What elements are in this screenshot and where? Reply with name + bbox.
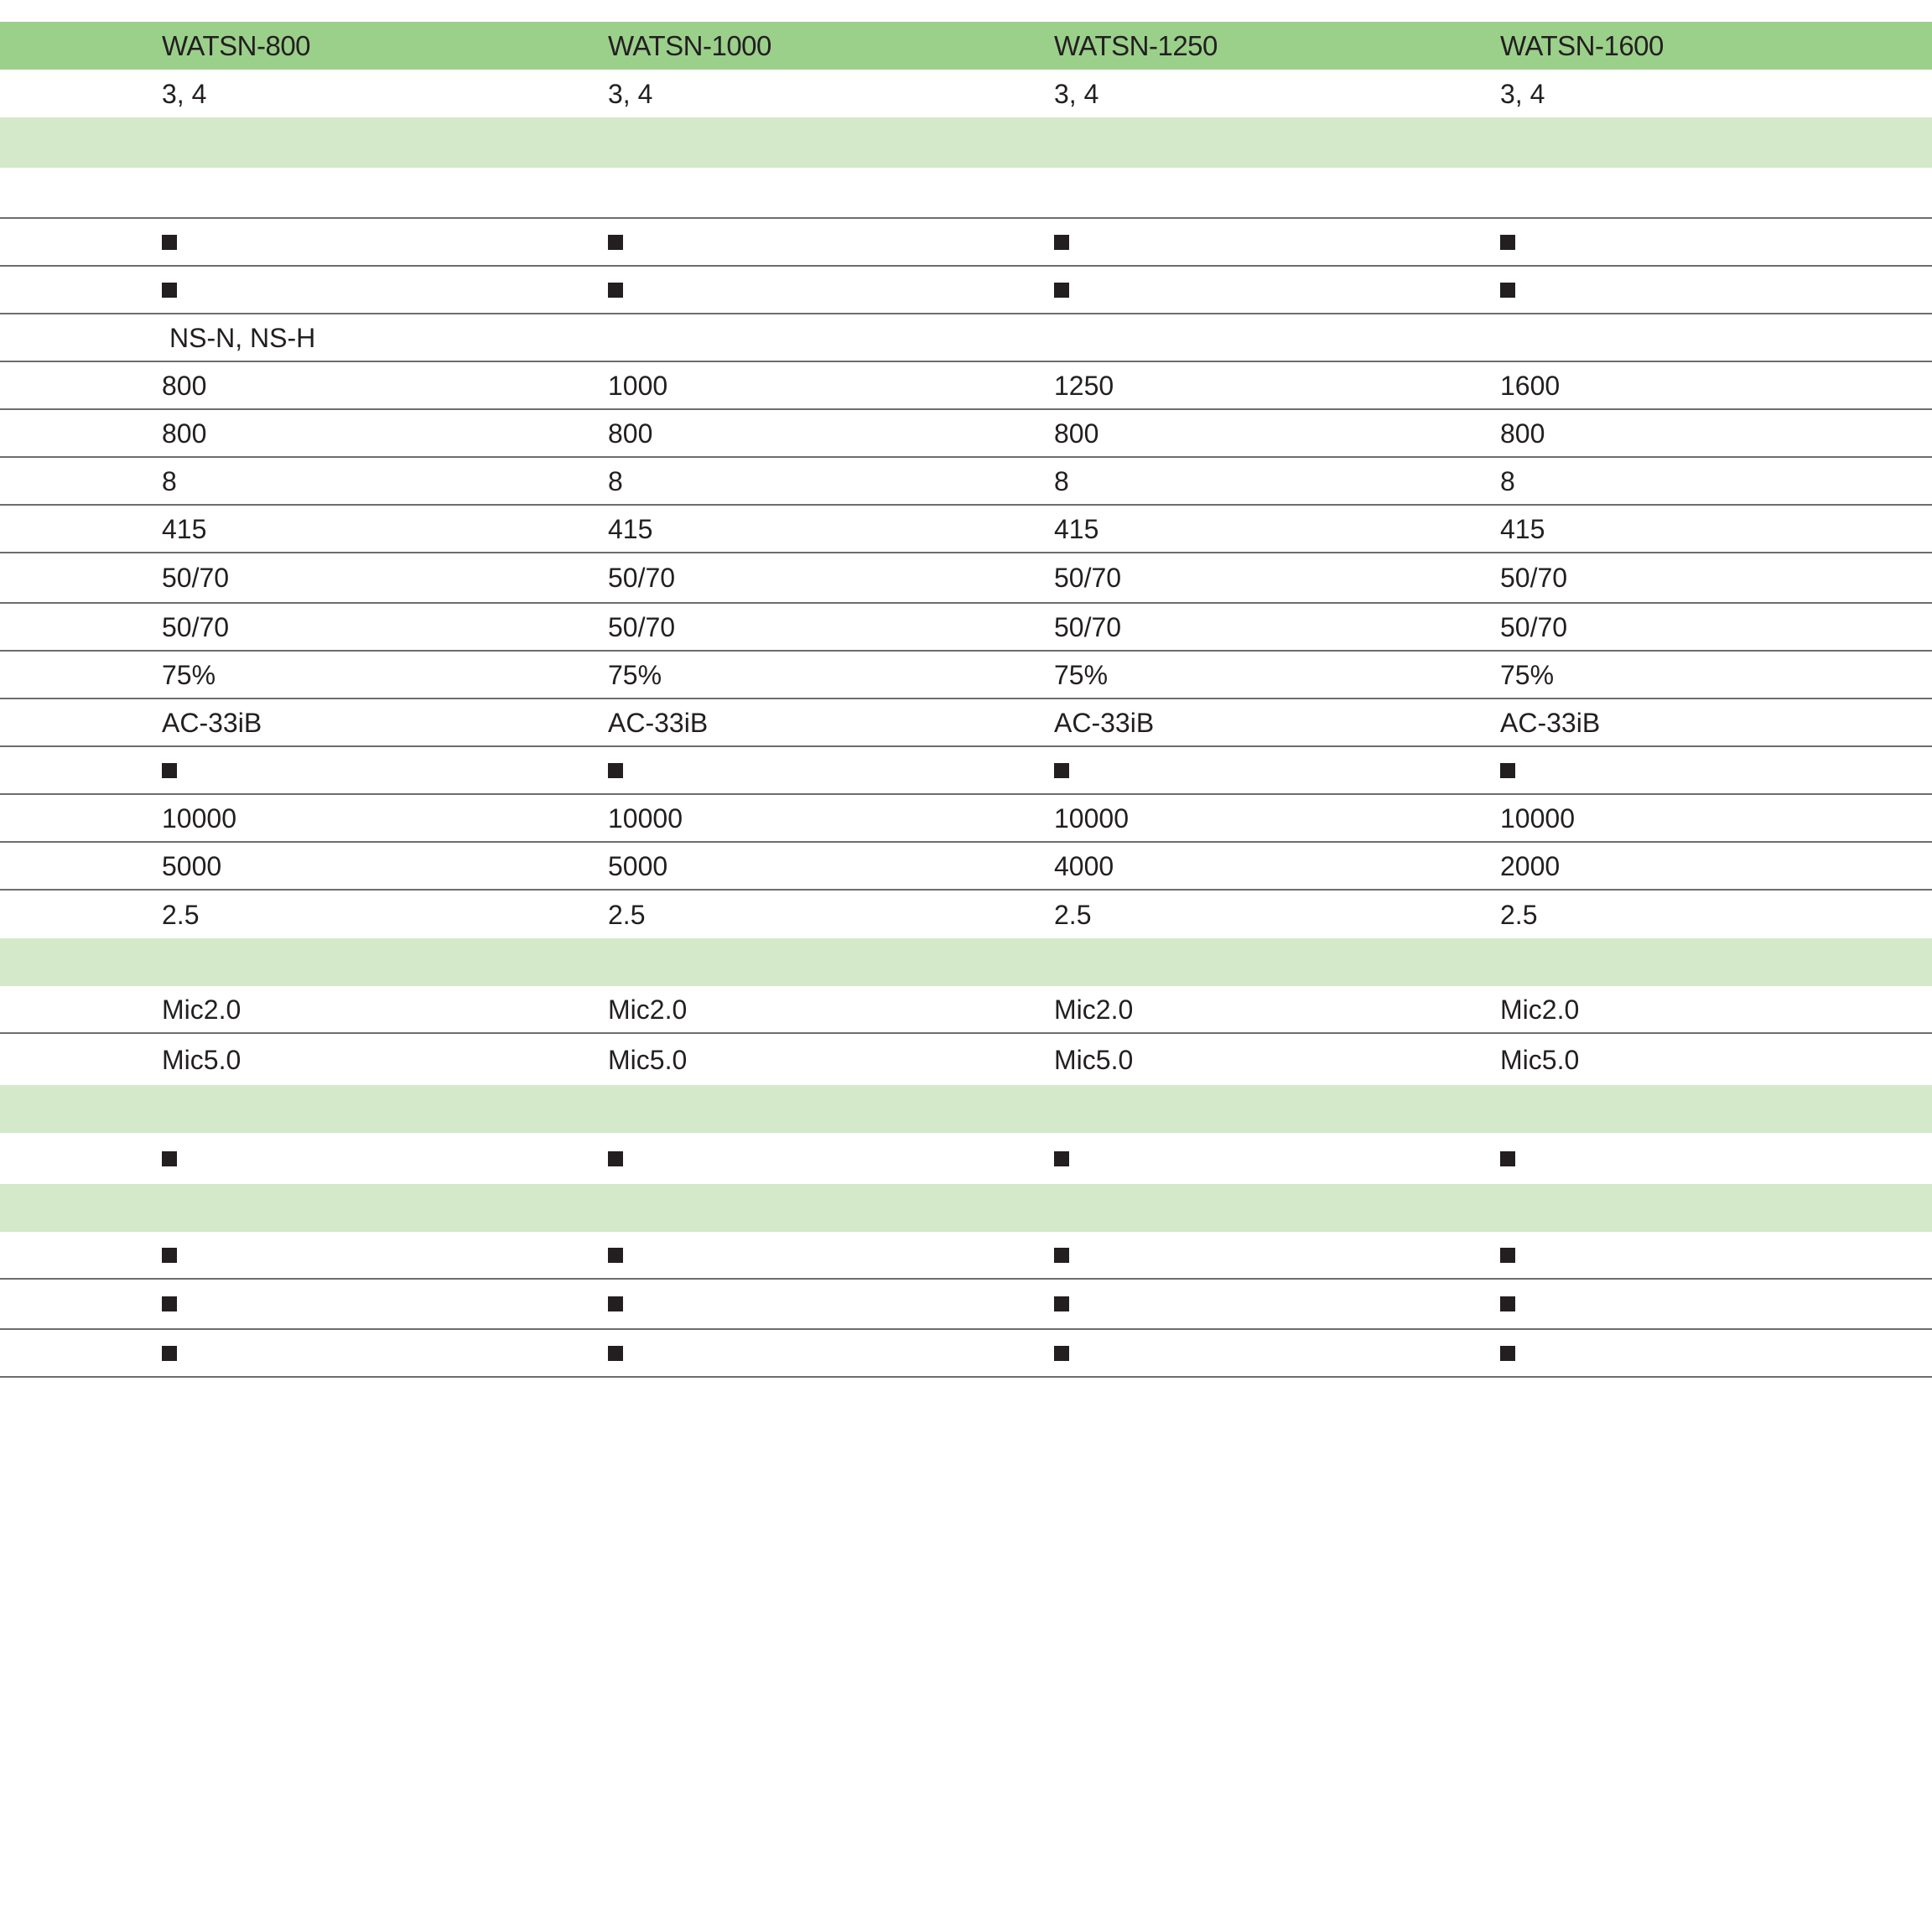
filled-square-icon (1054, 235, 1069, 250)
filled-square-icon (1500, 1296, 1515, 1311)
table-row (0, 1133, 1932, 1184)
marker-cell (1500, 1330, 1515, 1376)
marker-cell (608, 1133, 623, 1184)
table-cell: 50/70 (162, 611, 230, 642)
table-row (0, 747, 1932, 795)
table-cell: 800 (162, 370, 207, 401)
filled-square-icon (608, 235, 623, 250)
table-row (0, 362, 1932, 410)
table-cell: Mic5.0 (1054, 1044, 1134, 1075)
filled-square-icon (162, 763, 177, 778)
marker-cell (1500, 1133, 1515, 1184)
table-cell: 75% (1054, 659, 1109, 690)
marker-cell (1500, 1232, 1515, 1278)
table-row (0, 795, 1932, 843)
table-cell: 415 (1500, 513, 1545, 544)
table-row (0, 1034, 1932, 1085)
table-cell: 1250 (1054, 370, 1114, 401)
filled-square-icon (1500, 763, 1515, 778)
table-cell: 50/70 (1054, 611, 1122, 642)
filled-square-icon (1054, 1346, 1069, 1361)
table-cell: 2.5 (162, 899, 200, 930)
table-cell: 415 (162, 513, 207, 544)
marker-cell (608, 1280, 623, 1328)
section-band (0, 938, 1932, 986)
table-cell: Mic5.0 (162, 1044, 242, 1075)
marker-cell (1500, 1280, 1515, 1328)
table-cell: 4000 (1054, 850, 1114, 881)
table-row (0, 891, 1932, 938)
table-cell: AC-33iB (608, 707, 709, 738)
table-row (0, 314, 1932, 362)
table-cell: 800 (1500, 418, 1545, 449)
table-cell: 50/70 (162, 563, 230, 593)
marker-cell (162, 747, 177, 793)
spec-table (0, 22, 1932, 1378)
filled-square-icon (1500, 1248, 1515, 1263)
section-band (0, 117, 1932, 168)
marker-cell (1054, 267, 1069, 313)
marker-cell (608, 1232, 623, 1278)
filled-square-icon (608, 1346, 623, 1361)
table-row (0, 219, 1932, 267)
table-cell: 50/70 (1054, 563, 1122, 593)
marker-cell (162, 1232, 177, 1278)
section-band (0, 1184, 1932, 1232)
filled-square-icon (1054, 1248, 1069, 1263)
table-row (0, 168, 1932, 219)
table-row (0, 70, 1932, 117)
table-row (0, 553, 1932, 604)
marker-cell (162, 1133, 177, 1184)
table-cell: 75% (608, 659, 662, 690)
marker-cell (608, 747, 623, 793)
table-cell: 8 (608, 465, 623, 496)
table-row (0, 1232, 1932, 1280)
table-row (0, 652, 1932, 699)
table-row (0, 267, 1932, 314)
table-cell: 5000 (162, 850, 222, 881)
table-cell: 50/70 (608, 563, 676, 593)
filled-square-icon (1500, 1151, 1515, 1166)
filled-square-icon (608, 283, 623, 298)
filled-square-icon (1500, 235, 1515, 250)
marker-cell (608, 219, 623, 265)
marker-cell (162, 1280, 177, 1328)
filled-square-icon (162, 235, 177, 250)
marker-cell (1054, 1232, 1069, 1278)
model-name: WATSN-800 (162, 30, 311, 61)
filled-square-icon (1054, 1296, 1069, 1311)
table-cell: 10000 (1054, 802, 1129, 834)
table-cell: 10000 (162, 802, 236, 834)
filled-square-icon (162, 1248, 177, 1263)
filled-square-icon (1054, 283, 1069, 298)
table-cell: Mic2.0 (1054, 994, 1134, 1025)
filled-square-icon (1054, 1151, 1069, 1166)
table-row (0, 458, 1932, 506)
table-cell: 8 (1500, 465, 1515, 496)
model-name: WATSN-1250 (1054, 30, 1218, 61)
filled-square-icon (1500, 283, 1515, 298)
table-cell: 50/70 (608, 611, 676, 642)
filled-square-icon (162, 283, 177, 298)
table-cell: 415 (1054, 513, 1099, 544)
marker-cell (1500, 747, 1515, 793)
marker-cell (1054, 219, 1069, 265)
marker-cell (1054, 747, 1069, 793)
table-cell: Mic2.0 (162, 994, 242, 1025)
table-row (0, 699, 1932, 747)
marker-cell (608, 267, 623, 313)
table-cell: 3, 4 (1054, 78, 1099, 109)
filled-square-icon (162, 1346, 177, 1361)
table-cell: 3, 4 (1500, 78, 1545, 109)
table-cell: 3, 4 (608, 78, 653, 109)
filled-square-icon (162, 1151, 177, 1166)
table-cell: 75% (1500, 659, 1555, 690)
table-cell: Mic5.0 (608, 1044, 688, 1075)
filled-square-icon (608, 1296, 623, 1311)
table-row (0, 506, 1932, 553)
table-header-row (0, 22, 1932, 70)
table-cell: 1000 (608, 370, 668, 401)
marker-cell (1500, 219, 1515, 265)
table-cell: Mic2.0 (1500, 994, 1580, 1025)
table-cell: 3, 4 (162, 78, 207, 109)
table-cell: 800 (608, 418, 653, 449)
table-cell: 10000 (608, 802, 683, 834)
marker-cell (1500, 267, 1515, 313)
marker-cell (162, 219, 177, 265)
table-row (0, 1330, 1932, 1378)
table-cell: 800 (162, 418, 207, 449)
table-cell: 415 (608, 513, 653, 544)
marker-cell (608, 1330, 623, 1376)
table-row (0, 843, 1932, 891)
table-cell: 10000 (1500, 802, 1575, 834)
table-cell: 50/70 (1500, 611, 1568, 642)
filled-square-icon (608, 1151, 623, 1166)
table-row (0, 1280, 1932, 1330)
table-cell: AC-33iB (1054, 707, 1155, 738)
model-name: WATSN-1000 (608, 30, 771, 61)
section-band (0, 1085, 1932, 1133)
table-cell: Mic2.0 (608, 994, 688, 1025)
table-row (0, 604, 1932, 652)
table-cell: 2.5 (1054, 899, 1092, 930)
filled-square-icon (608, 1248, 623, 1263)
table-row (0, 410, 1932, 458)
marker-cell (1054, 1330, 1069, 1376)
filled-square-icon (162, 1296, 177, 1311)
marker-cell (1054, 1280, 1069, 1328)
marker-cell (1054, 1133, 1069, 1184)
table-cell: AC-33iB (162, 707, 262, 738)
table-cell: 5000 (608, 850, 668, 881)
table-cell: 2.5 (1500, 899, 1538, 930)
filled-square-icon (1054, 763, 1069, 778)
table-cell: NS-N, NS-H (169, 322, 316, 353)
table-cell: AC-33iB (1500, 707, 1601, 738)
table-cell: 800 (1054, 418, 1099, 449)
model-name: WATSN-1600 (1500, 30, 1664, 61)
marker-cell (162, 267, 177, 313)
table-cell: 2.5 (608, 899, 646, 930)
filled-square-icon (1500, 1346, 1515, 1361)
table-cell: 50/70 (1500, 563, 1568, 593)
table-cell: 8 (1054, 465, 1069, 496)
table-cell: 2000 (1500, 850, 1561, 881)
table-cell: 8 (162, 465, 177, 496)
table-row (0, 986, 1932, 1034)
table-cell: 1600 (1500, 370, 1561, 401)
table-cell: 75% (162, 659, 216, 690)
table-cell: Mic5.0 (1500, 1044, 1580, 1075)
filled-square-icon (608, 763, 623, 778)
marker-cell (162, 1330, 177, 1376)
